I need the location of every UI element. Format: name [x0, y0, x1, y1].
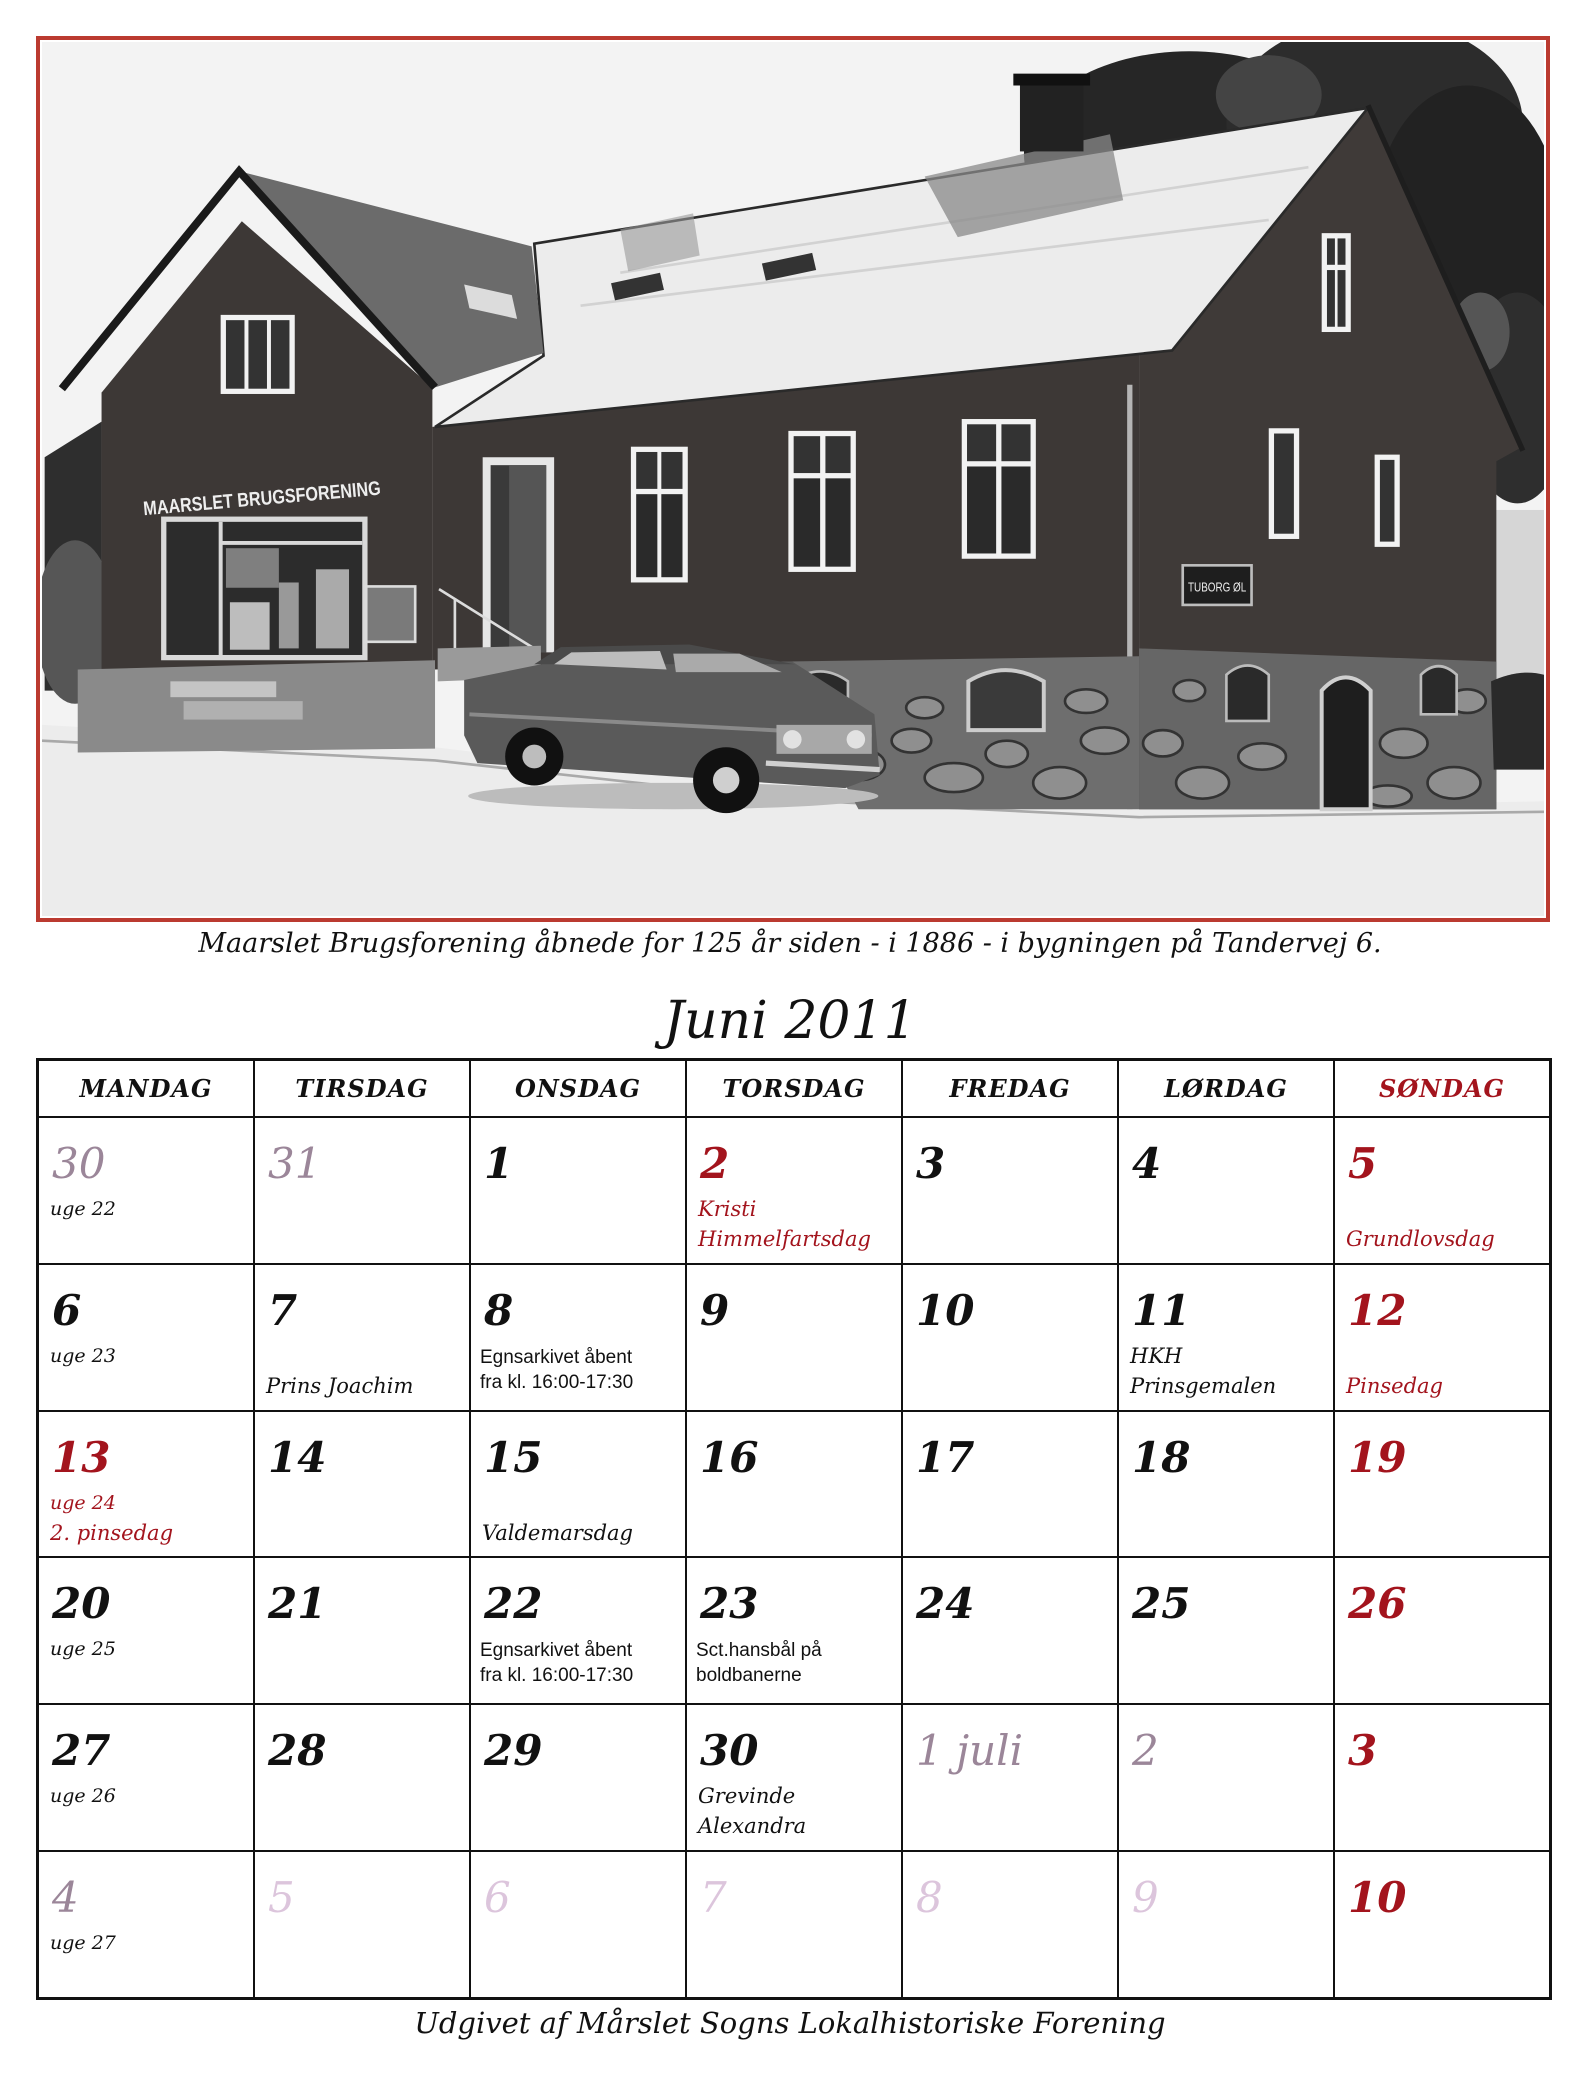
day-cell — [471, 1558, 685, 1703]
weekday-header: TORSDAG — [687, 1061, 901, 1116]
weekday-header: FREDAG — [903, 1061, 1117, 1116]
day-number: 18 — [1132, 1432, 1191, 1482]
day-notes — [1130, 1341, 1276, 1401]
week-number-label: uge 24 — [50, 1491, 116, 1514]
day-cell — [471, 1118, 685, 1263]
day-number: 7 — [700, 1873, 727, 1923]
day-note: Grundlovsdag — [1346, 1227, 1495, 1251]
day-cell — [1335, 1265, 1549, 1410]
day-cell — [39, 1118, 253, 1263]
day-number: 5 — [268, 1873, 295, 1923]
day-cell — [1119, 1265, 1333, 1410]
day-notes — [696, 1638, 822, 1688]
day-number: 6 — [484, 1873, 511, 1923]
day-number: 12 — [1348, 1285, 1407, 1335]
day-notes — [50, 1634, 116, 1664]
day-notes — [50, 1488, 173, 1548]
day-number: 24 — [916, 1579, 975, 1629]
day-number: 29 — [484, 1726, 543, 1776]
day-number: 13 — [52, 1432, 111, 1482]
day-cell — [687, 1852, 901, 1997]
day-number: 20 — [52, 1579, 111, 1629]
day-cell — [903, 1265, 1117, 1410]
day-cell — [39, 1412, 253, 1557]
photo-caption: Maarslet Brugsforening åbnede for 125 år siden - i 1886 - i bygningen på Tandervej 6. — [198, 928, 1382, 959]
day-note: Sct.hansbål på — [696, 1640, 822, 1662]
day-cell — [39, 1852, 253, 1997]
store-sign: MAARSLET BRUGSFORENING — [142, 472, 436, 521]
day-cell — [471, 1852, 685, 1997]
day-cell — [903, 1852, 1117, 1997]
day-number: 1 juli — [916, 1726, 1024, 1776]
day-notes — [698, 1781, 806, 1841]
day-number: 16 — [700, 1432, 759, 1482]
day-notes — [1346, 1224, 1495, 1254]
day-number: 9 — [700, 1285, 730, 1335]
day-number: 27 — [52, 1726, 111, 1776]
week-number-label: uge 25 — [50, 1638, 116, 1661]
day-note: boldbanerne — [696, 1665, 802, 1687]
weekday-header: TIRSDAG — [255, 1061, 469, 1116]
second-car — [1491, 673, 1544, 770]
day-cell — [1119, 1852, 1333, 1997]
day-notes — [480, 1345, 633, 1395]
day-cell — [39, 1265, 253, 1410]
day-number: 31 — [268, 1139, 322, 1188]
weekday-header: LØRDAG — [1119, 1061, 1333, 1116]
day-number: 30 — [52, 1139, 106, 1188]
day-cell — [1335, 1118, 1549, 1263]
day-cell — [39, 1705, 253, 1850]
day-note: fra kl. 16:00-17:30 — [480, 1665, 634, 1687]
day-number: 10 — [916, 1285, 975, 1335]
day-cell — [1335, 1412, 1549, 1557]
weekday-header: SØNDAG — [1335, 1061, 1549, 1116]
day-number: 1 — [484, 1139, 514, 1188]
day-note: Kristi — [698, 1197, 757, 1221]
day-cell — [255, 1558, 469, 1703]
day-notes — [50, 1928, 116, 1958]
week-number-label: uge 22 — [50, 1198, 116, 1220]
day-cell — [1335, 1558, 1549, 1703]
day-cell — [687, 1265, 901, 1410]
day-number: 2 — [700, 1139, 730, 1188]
day-cell — [471, 1705, 685, 1850]
weekday-header: ONSDAG — [471, 1061, 685, 1116]
day-number: 22 — [484, 1579, 543, 1629]
day-notes — [1346, 1371, 1443, 1401]
day-number: 2 — [1132, 1726, 1159, 1776]
day-note: Himmelfartsdag — [698, 1227, 871, 1251]
day-notes — [50, 1194, 116, 1224]
day-cell — [1119, 1558, 1333, 1703]
beer-sign: TUBORG ØL — [1188, 579, 1247, 595]
day-number: 15 — [484, 1432, 543, 1482]
day-number: 19 — [1348, 1432, 1407, 1482]
day-number: 6 — [52, 1285, 82, 1335]
day-note: fra kl. 16:00-17:30 — [480, 1371, 634, 1393]
day-cell — [39, 1558, 253, 1703]
day-number: 4 — [52, 1873, 79, 1923]
day-cell — [1335, 1852, 1549, 1997]
day-cell — [255, 1705, 469, 1850]
day-number: 8 — [916, 1873, 943, 1923]
day-cell — [471, 1265, 685, 1410]
day-note: Egnsarkivet åbent — [480, 1640, 633, 1662]
day-notes — [266, 1371, 413, 1401]
day-number: 4 — [1132, 1139, 1162, 1188]
day-cell — [687, 1412, 901, 1557]
day-number: 17 — [916, 1432, 975, 1482]
store-building-photo — [42, 42, 1544, 916]
day-cell — [903, 1558, 1117, 1703]
day-number: 11 — [1132, 1285, 1191, 1335]
day-number: 3 — [916, 1139, 946, 1188]
day-note: Grevinde — [698, 1784, 796, 1809]
weekday-header: MANDAG — [39, 1061, 253, 1116]
day-number: 21 — [268, 1579, 327, 1629]
calendar-grid — [36, 1058, 1552, 2000]
day-cell — [687, 1118, 901, 1263]
day-number: 25 — [1132, 1579, 1191, 1629]
day-cell — [1119, 1412, 1333, 1557]
day-note: 2. pinsedag — [50, 1520, 174, 1545]
day-note: Valdemarsdag — [482, 1520, 633, 1545]
day-number: 30 — [700, 1726, 759, 1776]
day-note: Egnsarkivet åbent — [480, 1346, 633, 1368]
day-number: 8 — [484, 1285, 514, 1335]
day-cell — [255, 1265, 469, 1410]
day-notes — [482, 1518, 633, 1548]
day-note: HKH — [1130, 1343, 1183, 1368]
day-number: 7 — [268, 1285, 298, 1335]
day-cell — [687, 1558, 901, 1703]
day-cell — [1335, 1705, 1549, 1850]
day-note: Pinsedag — [1346, 1373, 1443, 1398]
week-number-label: uge 27 — [50, 1932, 116, 1955]
day-notes — [50, 1781, 116, 1811]
day-number: 3 — [1348, 1726, 1378, 1776]
day-number: 14 — [268, 1432, 327, 1482]
day-cell — [903, 1118, 1117, 1263]
day-number: 26 — [1348, 1579, 1407, 1629]
day-number: 9 — [1132, 1873, 1159, 1923]
month-title: Juni 2011 — [663, 991, 917, 1051]
day-number: 5 — [1348, 1139, 1378, 1188]
day-cell — [903, 1412, 1117, 1557]
day-cell — [687, 1705, 901, 1850]
day-note: Alexandra — [698, 1814, 807, 1839]
day-notes — [480, 1638, 633, 1688]
day-note: Prinsgemalen — [1130, 1373, 1277, 1398]
week-number-label: uge 26 — [50, 1785, 116, 1808]
publisher-footer: Udgivet af Mårslet Sogns Lokalhistoriske Forening — [414, 2006, 1166, 2040]
week-number-label: uge 23 — [50, 1344, 116, 1367]
day-number: 23 — [700, 1579, 759, 1629]
historic-photo — [36, 36, 1550, 922]
day-notes — [50, 1341, 116, 1371]
day-number: 10 — [1348, 1873, 1407, 1923]
day-cell — [1119, 1118, 1333, 1263]
day-note: Prins Joachim — [266, 1373, 414, 1398]
day-notes — [698, 1194, 871, 1254]
day-number: 28 — [268, 1726, 327, 1776]
day-cell — [1119, 1705, 1333, 1850]
day-cell — [471, 1412, 685, 1557]
day-cell — [903, 1705, 1117, 1850]
day-cell — [255, 1118, 469, 1263]
day-cell — [255, 1412, 469, 1557]
day-cell — [255, 1852, 469, 1997]
